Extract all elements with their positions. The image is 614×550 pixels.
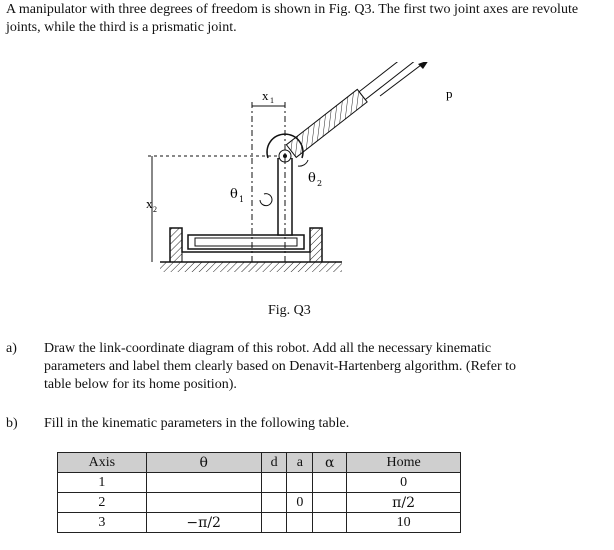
cell-a: 0 bbox=[287, 493, 313, 513]
x2-subscript: 2 bbox=[153, 205, 157, 214]
cell-theta: −π/2 bbox=[146, 513, 261, 533]
theta1-subscript: 1 bbox=[239, 195, 245, 204]
table-row bbox=[58, 513, 461, 533]
robot-figure bbox=[140, 62, 500, 302]
question-b bbox=[6, 415, 606, 435]
question-a-line: table below for its home position). bbox=[44, 377, 237, 392]
header-alpha: α bbox=[313, 453, 347, 473]
cell-axis: 2 bbox=[58, 493, 147, 513]
question-a-label: a) bbox=[6, 341, 17, 356]
cell-d[interactable] bbox=[261, 513, 287, 533]
question-b-label: b) bbox=[6, 416, 18, 431]
prismatic-arm bbox=[286, 62, 439, 157]
cell-a[interactable] bbox=[287, 513, 313, 533]
problem-intro: A manipulator with three degrees of freedom is shown in Fig. Q3. The first two joint axes are revolute joints, while the third is a prismatic joint. bbox=[6, 2, 579, 35]
figure-caption: Fig. Q3 bbox=[268, 303, 311, 318]
cell-a[interactable] bbox=[287, 473, 313, 493]
x1-subscript: 1 bbox=[270, 96, 274, 105]
cell-theta[interactable] bbox=[146, 493, 261, 513]
header-axis: Axis bbox=[58, 453, 147, 473]
cell-home: 0 bbox=[347, 473, 461, 493]
ground-hatch bbox=[160, 262, 342, 272]
cell-axis: 1 bbox=[58, 473, 147, 493]
kinematic-parameters-table bbox=[57, 452, 461, 533]
p-label: p bbox=[446, 86, 453, 101]
header-d: d bbox=[261, 453, 287, 473]
table-row bbox=[58, 493, 461, 513]
carriage bbox=[188, 235, 304, 249]
theta1-label: θ bbox=[230, 187, 238, 202]
question-a bbox=[6, 340, 606, 400]
cell-alpha[interactable] bbox=[313, 473, 347, 493]
question-a-line: parameters and label them clearly based on Denavit-Hartenberg algorithm. (Refer to bbox=[44, 359, 517, 374]
question-b-line: Fill in the kinematic parameters in the following table. bbox=[44, 416, 350, 431]
x1-label: x bbox=[262, 88, 269, 103]
cell-alpha[interactable] bbox=[313, 493, 347, 513]
table-row bbox=[58, 473, 461, 493]
header-theta: θ bbox=[146, 453, 261, 473]
header-home: Home bbox=[347, 453, 461, 473]
cell-home: π/2 bbox=[347, 493, 461, 513]
cell-d[interactable] bbox=[261, 493, 287, 513]
cell-alpha[interactable] bbox=[313, 513, 347, 533]
cell-d[interactable] bbox=[261, 473, 287, 493]
cell-home: 10 bbox=[347, 513, 461, 533]
x2-label: x bbox=[146, 196, 153, 211]
theta2-subscript: 2 bbox=[317, 179, 323, 188]
header-a: a bbox=[287, 453, 313, 473]
cell-axis: 3 bbox=[58, 513, 147, 533]
cell-theta[interactable] bbox=[146, 473, 261, 493]
theta2-label: θ bbox=[308, 171, 316, 186]
question-a-line: Draw the link-coordinate diagram of this robot. Add all the necessary kinematic bbox=[44, 341, 492, 356]
